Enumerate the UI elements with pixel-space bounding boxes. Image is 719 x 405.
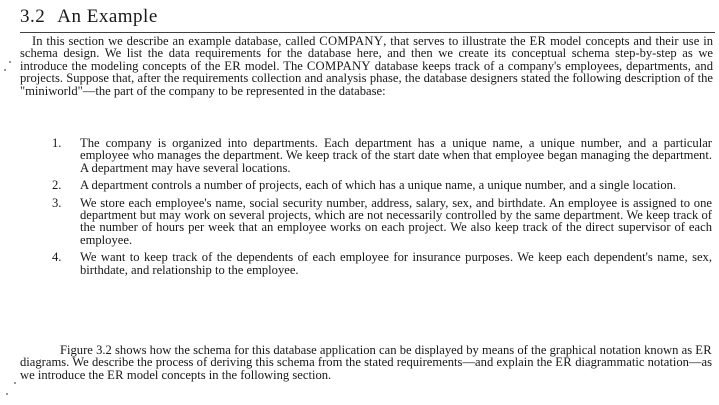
intro-text-1: In this section we describe an example database, called	[32, 34, 320, 48]
list-item-number: 1.	[52, 136, 62, 150]
closing-text-1: Figure 3.2 shows how the schema for this database application can be displayed by means of the graphical notation known as	[60, 343, 696, 357]
list-item	[52, 179, 712, 191]
intro-text-4: model. The	[240, 58, 307, 73]
closing-text-3: diagrammatic notation—as we introduce the	[20, 355, 712, 382]
scan-speck	[14, 382, 16, 384]
list-item-text: The company is organized into departments. Each department has a unique name, a unique number, and a particular employee who manages the department. We keep track of the start date when that employee began managing the department. A department may have several locations.	[80, 136, 712, 175]
scan-speck	[9, 61, 11, 63]
list-item-number: 3.	[52, 195, 62, 210]
heading-rule	[20, 32, 715, 33]
closing-text-2: diagrams. We describe the process of deriving this schema from the stated requirements—and explain the	[20, 355, 556, 370]
closing-text-4: model concepts in the following section.	[123, 367, 332, 382]
list-item	[52, 251, 712, 276]
requirements-list	[52, 137, 712, 281]
intro-text-5: database keeps track of a company's employees, departments, and projects. Suppose that, after the requirements collection and analysis phase, the database designers stated the following description of the "miniworld"—the part of the company to be represented in the database:	[20, 58, 713, 98]
closing-paragraph	[20, 344, 712, 381]
scan-speck	[4, 69, 6, 71]
list-item-text: We want to keep track of the dependents of each employee for insurance purposes. We keep each dependent's name, sex, birthdate, and relationship to the employee.	[80, 250, 712, 277]
closing-smallcaps-2: ER	[555, 355, 572, 370]
intro-smallcaps-4: COMPANY	[306, 58, 371, 73]
section-heading	[20, 6, 158, 28]
list-item-text: A department controls a number of projects, each of which has a unique name, a unique number, and a single location.	[80, 178, 677, 193]
list-item-number: 2.	[52, 178, 62, 193]
closing-smallcaps-3: ER	[107, 367, 124, 382]
intro-paragraph	[20, 35, 713, 97]
section-number: 3.2	[20, 6, 46, 27]
list-item	[52, 137, 712, 174]
list-item	[52, 197, 712, 247]
intro-smallcaps-2: ER	[529, 34, 547, 48]
list-item-number: 4.	[52, 250, 62, 265]
intro-smallcaps-3: ER	[224, 58, 241, 73]
intro-text-3: model concepts and their use in schema design. We list the data requirements for the database here, and then we create its conceptual schema step-by-step as we introduce the modeling concepts of the	[20, 34, 713, 73]
scan-speck	[6, 393, 8, 395]
list-item-text: We store each employee's name, social security number, address, salary, sex, and birthdate. An employee is assigned to one department but may work on several projects, which are not necessarily controlled by the same department. We keep track of the number of hours per week that an employee works on each project. We also keep track of the direct supervisor of each employee.	[80, 195, 712, 247]
section-title: An Example	[57, 6, 158, 27]
closing-smallcaps-1: ER	[695, 343, 712, 357]
intro-text-2: , that serves to illustrate the	[383, 34, 530, 48]
intro-smallcaps-1: COMPANY	[319, 34, 384, 48]
